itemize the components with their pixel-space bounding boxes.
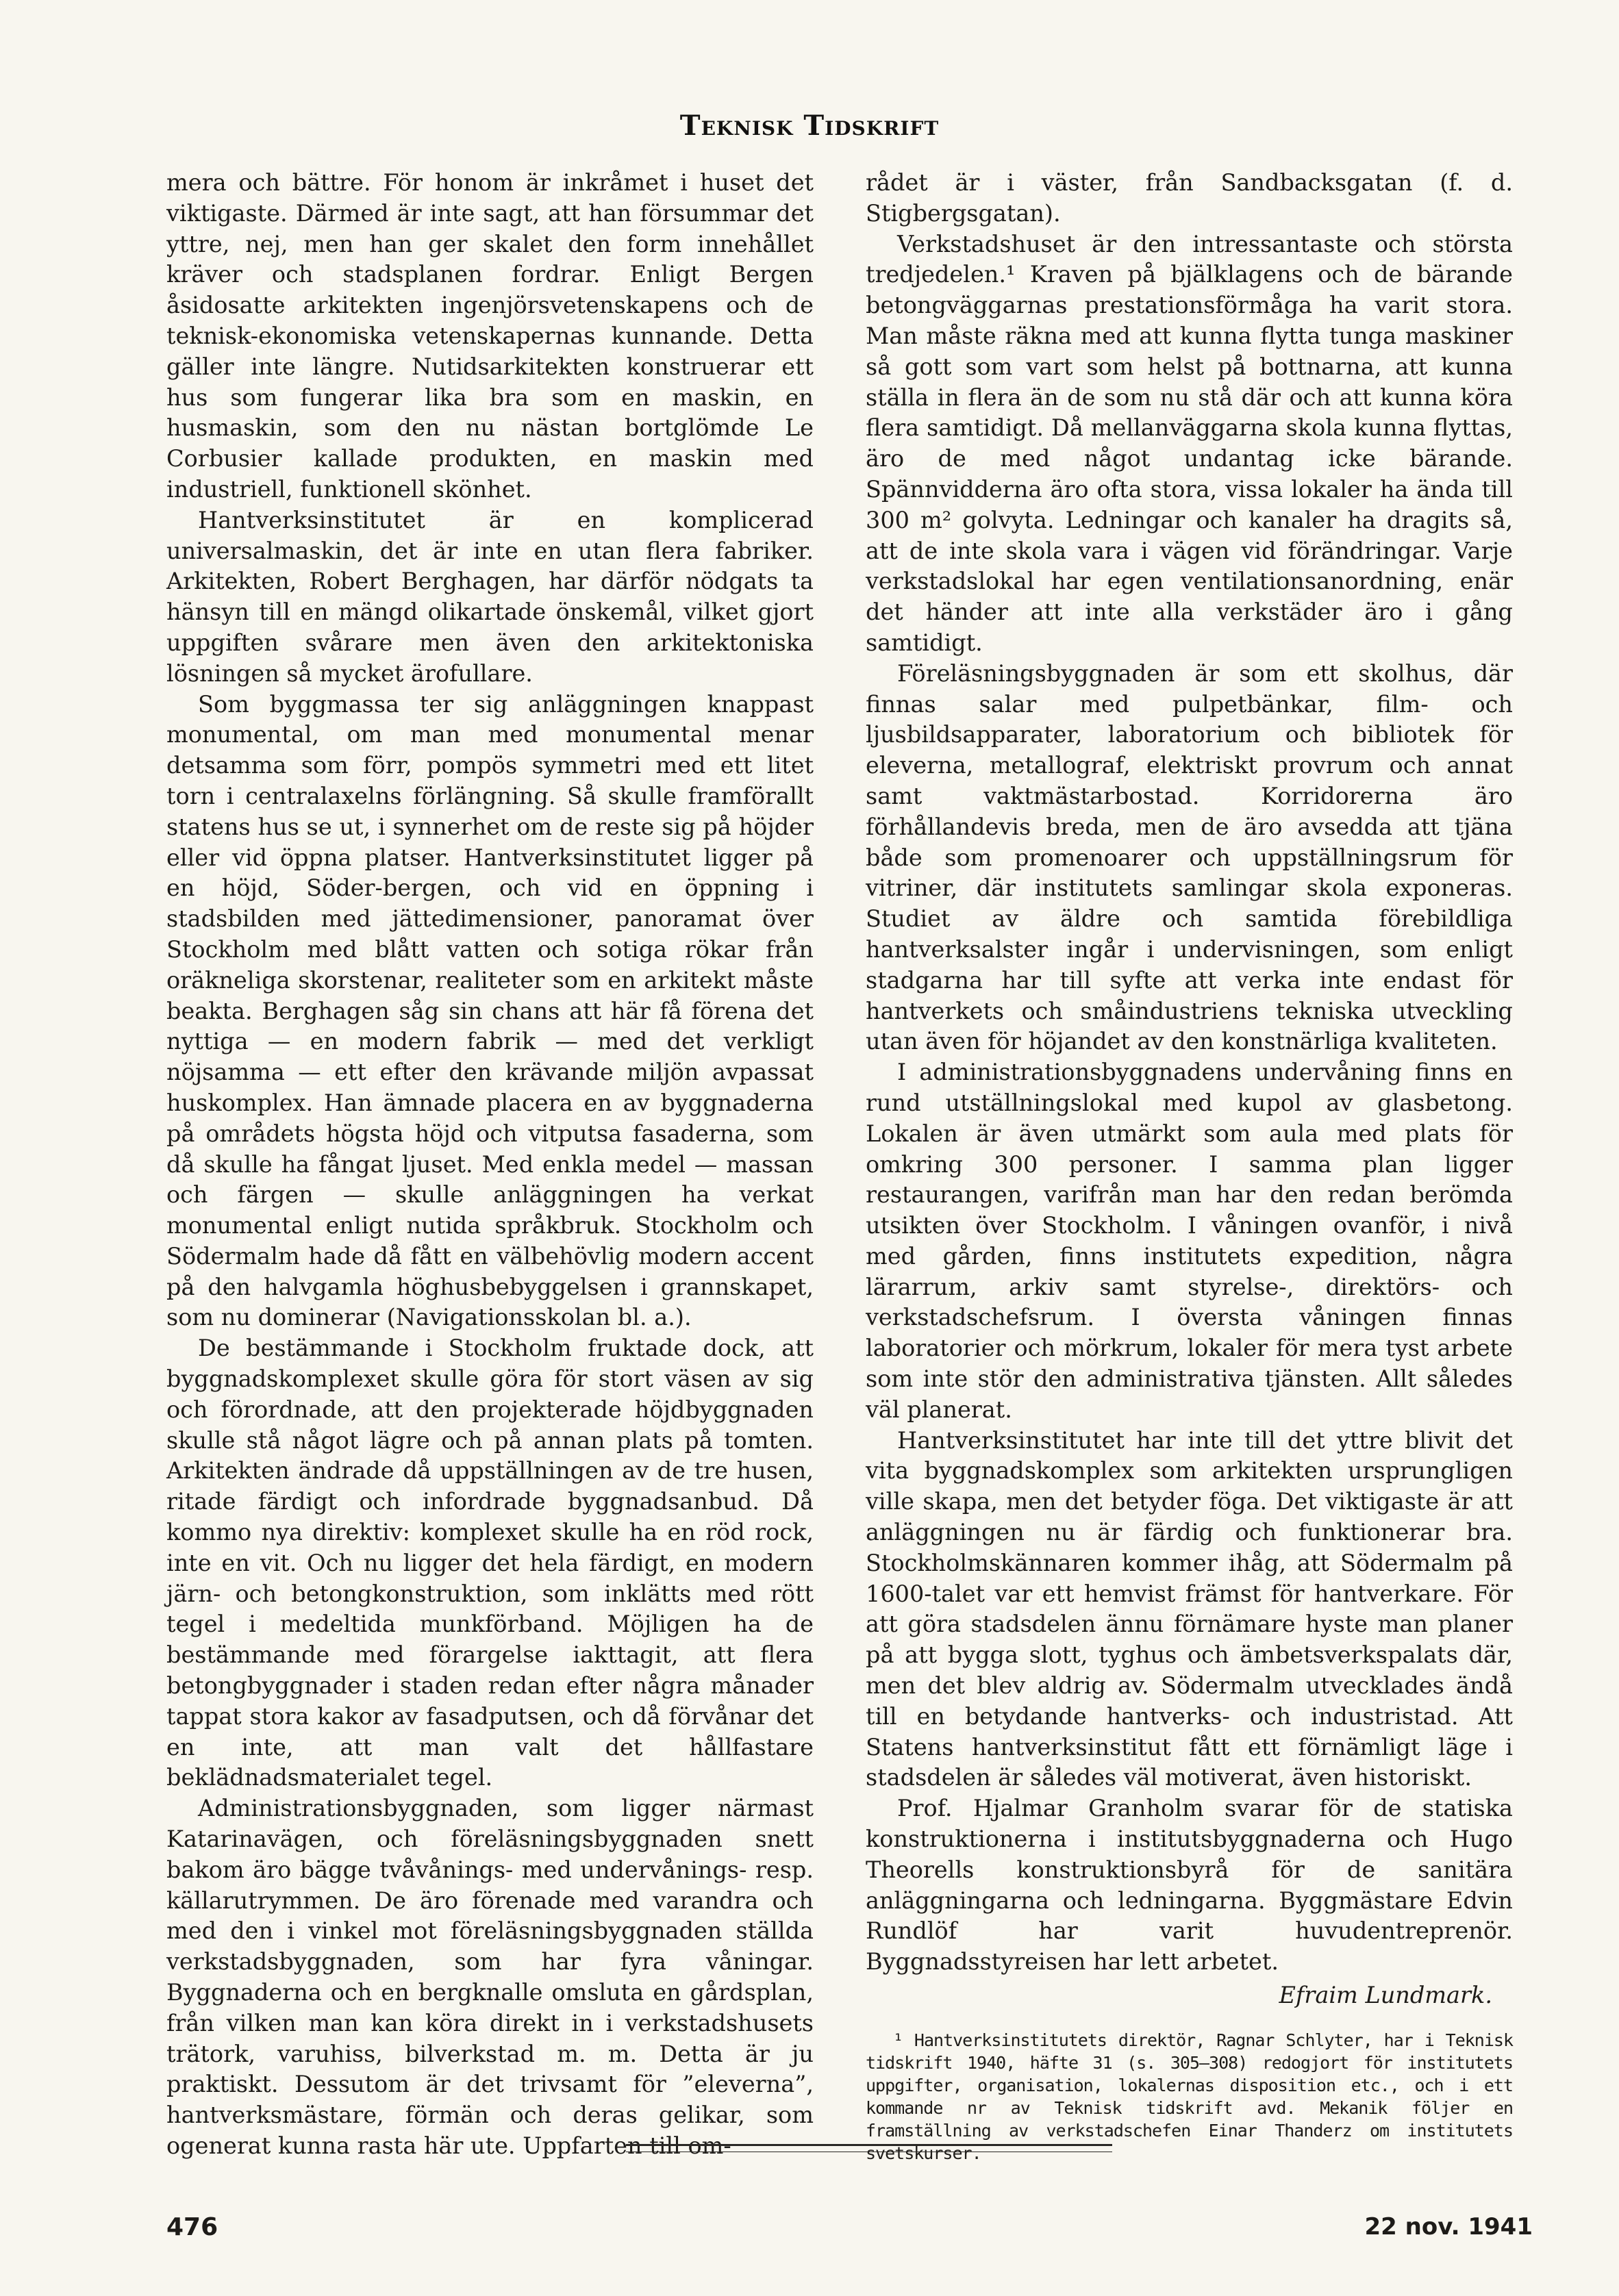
journal-masthead (0, 110, 1619, 142)
paragraph: De bestämmande i Stockholm fruktade dock, att byggnadskomplexet skulle göra för stort väsen av sig och förordnade, att den projekterade höjdbyggnaden skulle stå något lägre och på annan plats på tomten. Arkitekten ändrade då uppställningen av de tre husen, ritade färdigt och infordrade byggnadsanbud. Då kommo nya direktiv: komplexet skulle ha en röd rock, inte en vit. Och nu ligger det hela färdigt, en modern järn- och betongkonstruktion, som inklätts med rött tegel i medeltida munkförband. Möjligen ha de bestämmande med förargelse iakttagit, att flera betongbyggnader i staden redan efter några månader tappat stora kakor av fasadputsen, och då förvånar det en inte, att man valt det hållfastare beklädnadsmaterialet tegel. (166, 1335, 814, 1791)
masthead-title: Teknisk Tidskrift (679, 110, 940, 142)
paragraph: rådet är i väster, från Sandbacksgatan (f. d. Stigbergsgatan). (866, 169, 1513, 227)
footer-rule (626, 2144, 1112, 2146)
paragraph: I administrationsbyggnadens undervåning finns en rund utställningslokal med kupol av glasbetong. Lokalen är även utmärkt som aula med plats för omkring 300 personer. I samma plan ligger restaurangen, varifrån man har den redan berömda utsikten över Stockholm. I våningen ovanför, i nivå med gården, finns institutets expedition, några lärarrum, arkiv samt styrelse-, direktörs- och verkstadschefsrum. I översta våningen finnas laboratorier och mörkrum, lokaler för mera tyst arbete som inte stör den administrativa tjänsten. Allt således väl planerat. (866, 1059, 1513, 1423)
paragraph: mera och bättre. För honom är inkråmet i huset det viktigaste. Därmed är inte sagt, att han försummar det yttre, nej, men han ger skalet den form innehållet kräver och stadsplanen fordrar. Enligt Bergen åsidosatte arkitekten ingenjörsvetenskapens och de teknisk-ekonomiska vetenskapernas kunnande. Detta gäller inte längre. Nutidsarkitekten konstruerar ett hus som fungerar lika bra som en maskin, en husmaskin, som den nu nästan bortglömde Le Corbusier kallade produkten, en maskin med industriell, funktionell skönhet. (166, 169, 814, 503)
right-column (866, 168, 1513, 2165)
page-number: 476 (166, 2213, 218, 2241)
paragraph: Föreläsningsbyggnaden är som ett skolhus, där finnas salar med pulpetbänkar, film- och ljusbildsapparater, laboratorium och bibliotek för eleverna, metallograf, elektriskt provrum och annat samt vaktmästarbostad. Korridorerna äro förhållandevis breda, men de äro avsedda att tjäna både som promenoarer och uppställningsrum för vitriner, där institutets samlingar skola exponeras. Studiet av äldre och samtida förebildliga hantverksalster ingår i undervisningen, som enligt stadgarna har till syfte att verka inte endast för hantverkets och småindustriens tekniska utveckling utan även för höjandet av den konstnärliga kvaliteten. (866, 659, 1513, 1055)
paragraph: Som byggmassa ter sig anläggningen knappast monumental, om man med monumental menar detsamma som förr, pompös symmetri med ett litet torn i centralaxelns förlängning. Så skulle framförallt statens hus se ut, i synnerhet om de reste sig på höjder eller vid öppna platser. Hantverksinstitutet ligger på en höjd, Söder-bergen, och vid en öppning i stadsbilden med jättedimensioner, panoramat över Stockholm med blått vatten och sotiga rökar från oräkneliga skorstenar, realiteter som en arkitekt måste beakta. Berghagen såg sin chans att här få förena det nyttiga — en modern fabrik — med det verkligt nöjsamma — ett efter den krävande miljön avpassat huskomplex. Han ämnade placera en av byggnaderna på områdets högsta höjd och vitputsa fasaderna, som då skulle ha fångat ljuset. Med enkla medel — massan och färgen — skulle anläggningen ha verkat monumental enligt nutida språkbruk. Stockholm och Södermalm hade då fått en välbehövlig modern accent på den halvgamla höghusbebyggelsen i grannskapet, som nu dominerar (Navigationsskolan bl. a.). (166, 690, 814, 1331)
footnote: ¹ Hantverksinstitutets direktör, Ragnar Schlyter, har i Teknisk tidskrift 1940, häfte 31 (s. 305—308) redogjort för institutets uppgifter, organisation, lokalernas disposition etc., och i ett kommande nr av Teknisk tidskrift avd. Mekanik följer en framställning av verkstadschefen Einar Thanderz om institutets svetskurser. (866, 2030, 1513, 2163)
paragraph: Verkstadshuset är den intressantaste och största tredjedelen.¹ Kraven på bjälklagens och de bärande betongväggarnas prestationsförmåga ha varit stora. Man måste räkna med att kunna flytta tunga maskiner så gott som vart som helst på bottnarna, att kunna ställa in flera än de som nu stå där och att kunna köra flera samtidigt. Då mellanväggarna skola kunna flyttas, äro de med något undantag icke bärande. Spännvidderna äro ofta stora, vissa lokaler ha ända till 300 m² golvyta. Ledningar och kanaler ha dragits så, att de inte skola vara i vägen vid förändringar. Varje verkstadslokal har egen ventilationsanordning, enär det händer att inte alla verkstäder äro i gång samtidigt. (866, 230, 1513, 656)
paragraph: Hantverksinstitutet är en komplicerad universalmaskin, det är inte en utan flera fabriker. Arkitekten, Robert Berghagen, har därför nödgats ta hänsyn till en mängd olikartade önskemål, vilket gjort uppgiften svårare men även den arkitektoniska lösningen så mycket ärofullare. (166, 506, 814, 687)
paragraph: Prof. Hjalmar Granholm svarar för de statiska konstruktionerna i institutsbyggnaderna och Hugo Theorells konstruktionsbyrå för de sanitära anläggningarna och ledningarna. Byggmästare Edvin Rundlöf har varit huvudentreprenör. Byggnadsstyreisen har lett arbetet. (866, 1795, 1513, 1976)
paragraph: Hantverksinstitutet har inte till det yttre blivit det vita byggnadskomplex som arkitekten ursprungligen ville skapa, men det betyder föga. Det viktigaste är att anläggningen nu är färdig och funktionerar bra. Stockholmskännaren kommer ihåg, att Södermalm på 1600-talet var ett hemvist främst för hantverkare. För att göra stadsdelen ännu förnämare hyste man planer på att bygga slott, tyghus och ämbetsverkspalats där, men det blev aldrig av. Södermalm utvecklades ändå till en betydande hantverks- och industristad. Att Statens hantverksinstitut fått ett förnämligt läge i stadsdelen är således väl motiverat, även historiskt. (866, 1426, 1513, 1791)
issue-date: 22 nov. 1941 (1364, 2213, 1533, 2241)
paragraph: Administrationsbyggnaden, som ligger närmast Katarinavägen, och föreläsningsbyggnaden snett bakom äro bägge tvåvånings- med undervånings- resp. källarutrymmen. De äro förenade med varandra och med den i vinkel mot föreläsningsbyggnaden ställda verkstadsbyggnaden, som har fyra våningar. Byggnaderna och en bergknalle omsluta en gårdsplan, från vilken man kan köra direkt in i verkstadshusets trätork, varuhiss, bilverkstad m. m. Detta är ju praktiskt. Dessutom är det trivsamt för ”eleverna”, hantverksmästare, förmän och deras gelikar, som ogenerat kunna rasta här ute. Uppfarten till om- (166, 1795, 814, 2159)
author-signature: Efraim Lundmark. (1279, 1982, 1492, 2009)
left-column (166, 168, 814, 2162)
